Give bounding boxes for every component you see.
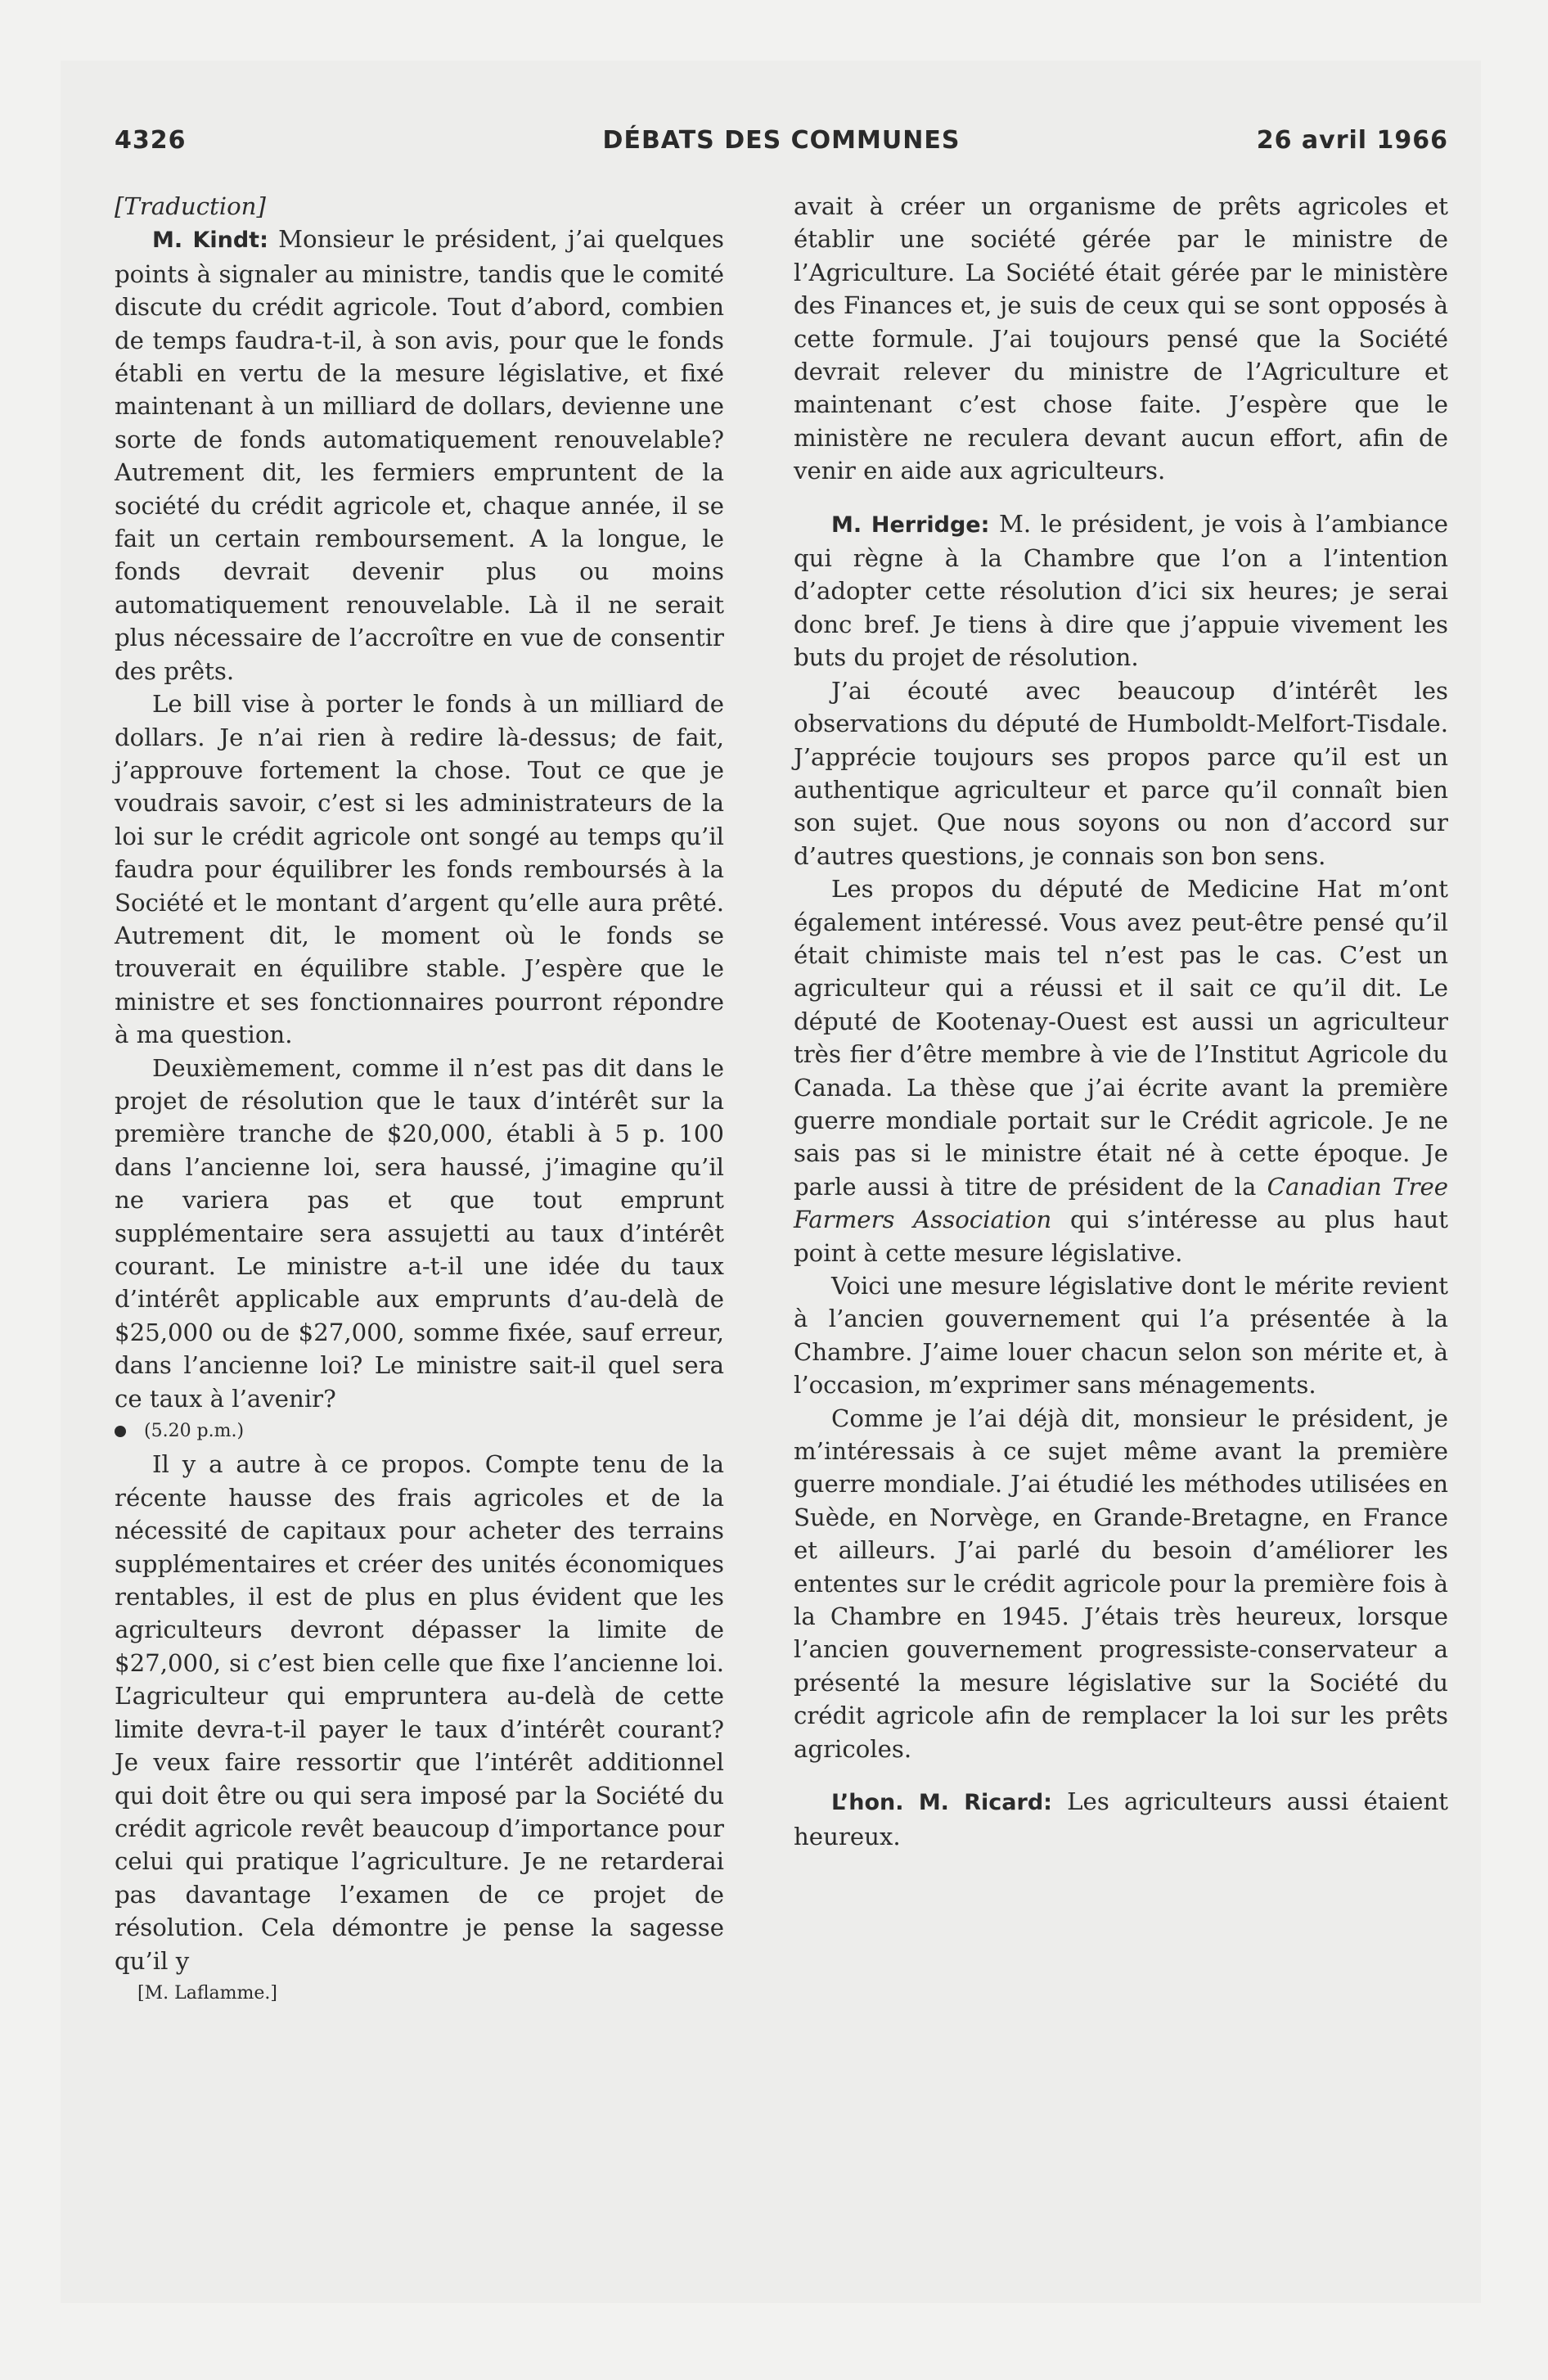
herridge-paragraph-3-text: Les propos du député de Medicine Hat m’ont également intéressé. Vous avez peut-être pensé qu’il était chimiste mais tel n’est pas le cas. C’est un agriculteur qui a réussi et il sait ce qu’il dit. Le député de Kootenay-Ouest est aussi un agriculteur très fier d’être membre à vie de l’Institut Agricole du Canada. La thèse que j’ai écrite avant la première guerre mondiale portait sur le Crédit agricole. Je ne sais pas si le ministre était né à cette époque. Je parle aussi à titre de président de la (794, 875, 1448, 1201)
herridge-paragraph-1-text: M. le président, je vois à l’ambiance qui règne à la Chambre que l’on a l’intention d’adopter cette résolution d’ici six heures; je serai donc bref. Je tiens à dire que j’appuie vivement les buts du projet de résolution. (794, 509, 1448, 672)
speaker-footer-reference: [M. Laflamme.] (137, 1982, 277, 2004)
publication-title: DÉBATS DES COMMUNES (602, 126, 961, 155)
speaker-ricard: L’hon. M. Ricard: (831, 1790, 1052, 1816)
herridge-paragraph-3 (794, 872, 1448, 1269)
kindt-paragraph-3: Deuxièmement, comme il n’est pas dit dans le projet de résolution que le taux d’intérêt sur la première tranche de $20,000, établi à 5 p. 100 dans l’ancienne loi, sera haussé, j’imagine qu’il ne variera pas et que tout emprunt supplémentaire sera assujetti au taux d’intérêt courant. Le ministre a-t-il une idée du taux d’intérêt applicable aux emprunts d’au-delà de $25,000 ou de $27,000, somme fixée, sauf erreur, dans l’ancienne loi? Le ministre sait-il quel sera ce taux à l’avenir? (115, 1053, 724, 1413)
left-column (115, 190, 724, 2010)
ricard-paragraph-text: Les agriculteurs aussi étaient heureux. (794, 1787, 1448, 1850)
right-column (794, 190, 1448, 1853)
bullet-icon (115, 1426, 126, 1437)
speaker-herridge: M. Herridge: (831, 512, 990, 538)
page-header (115, 126, 1448, 167)
association-name: Canadian Tree Farmers Association (794, 1172, 1448, 1234)
kindt-paragraph-1-text: Monsieur le président, j’ai quelques points à signaler au ministre, tandis que le comité discute du crédit agricole. Tout d’abord, combien de temps faudra-t-il, à son avis, pour que le fonds établi en vertu de la mesure législative, et fixé maintenant à un milliard de dollars, devienne une sorte de fonds automatiquement renouvelable? Autrement dit, les fermiers empruntent de la société du crédit agricole et, chaque année, il se fait un certain remboursement. A la longue, le fonds devrait devenir plus ou moins automatiquement renouvelable. Là il ne serait plus nécessaire de l’accroître en vue de consentir des prêts. (115, 225, 725, 685)
time-marker-text: (5.20 p.m.) (144, 1421, 245, 1442)
time-marker (115, 1415, 724, 1448)
kindt-continuation: avait à créer un organisme de prêts agricoles et établir une société gérée par le ministre de l’Agriculture. La Société était gérée par le ministère des Finances et, je suis de ceux qui se sont opposés à cette formule. J’ai toujours pensé que la Société devrait relever du ministre de l’Agriculture et maintenant c’est chose faite. J’espère que le ministère ne reculera devant aucun effort, afin de venir en aide aux agriculteurs. (794, 192, 1448, 485)
herridge-paragraph-5: Comme je l’ai déjà dit, monsieur le président, je m’intéressais à ce sujet même avant la première guerre mondiale. J’ai étudié les méthodes utilisées en Suède, en Norvège, en Grande-Bretagne, en France et ailleurs. J’ai parlé du besoin d’améliorer les ententes sur le crédit agricole pour la première fois à la Chambre en 1945. J’étais très heureux, lorsque l’ancien gouvernement progressiste-conservateur a présenté la mesure législative sur la Société du crédit agricole afin de remplacer la loi sur les prêts agricoles. (794, 1404, 1448, 1763)
herridge-paragraph-3-end: qui s’intéresse au plus haut point à cette mesure législative. (794, 1206, 1448, 1267)
herridge-paragraph-1 (794, 507, 1448, 674)
kindt-paragraph-4: Il y a autre à ce propos. Compte tenu de la récente hausse des frais agricoles et de la nécessité de capitaux pour acheter des terrains supplémentaires et créer des unités économiques rentables, il est de plus en plus évident que les agriculteurs devront dépasser la limite de $27,000, si c’est bien celle que fixe l’ancienne loi. L’agriculteur qui empruntera au-delà de cette limite devra-t-il payer le taux d’intérêt courant? Je veux faire ressortir que l’intérêt additionnel qui doit être ou qui sera imposé par la Société du crédit agricole revêt beaucoup d’importance pour celui qui pratique l’agriculture. Je ne retarderai pas davantage l’examen de ce projet de résolution. Cela démontre je pense la sagesse qu’il y (115, 1450, 724, 1975)
kindt-paragraph-2: Le bill vise à porter le fonds à un milliard de dollars. Je n’ai rien à redire là-dessus; de fait, j’approuve fortement la chose. Tout ce que je voudrais savoir, c’est si les administrateurs de la loi sur le crédit agricole ont songé au temps qu’il faudra pour équilibrer les fonds remboursés à la Société et le montant d’argent qu’elle aura prêté. Autrement dit, le moment où le fonds se trouverait en équilibre stable. J’espère que le ministre et ses fonctionnaires pourront répondre à ma question. (115, 690, 724, 1049)
herridge-paragraph-2: J’ai écouté avec beaucoup d’intérêt les observations du député de Humboldt-Melfort-Tisdale. J’apprécie toujours ses propos parce qu’il est un authentique agriculteur et parce qu’il connaît bien son sujet. Que nous soyons ou non d’accord sur d’autres questions, je connais son bon sens. (794, 676, 1448, 870)
speaker-kindt: M. Kindt: (152, 228, 268, 254)
page-date: 26 avril 1966 (1256, 126, 1448, 155)
translation-label (115, 190, 724, 223)
ricard-paragraph (794, 1785, 1448, 1853)
page-number: 4326 (115, 126, 187, 155)
translation-label-text: [Traduction] (115, 192, 266, 220)
herridge-paragraph-4: Voici une mesure législative dont le mérite revient à l’ancien gouvernement qui l’a présentée à la Chambre. J’aime louer chacun selon son mérite et, à l’occasion, m’exprimer sans ménagements. (794, 1272, 1448, 1400)
kindt-paragraph-1 (115, 223, 724, 687)
